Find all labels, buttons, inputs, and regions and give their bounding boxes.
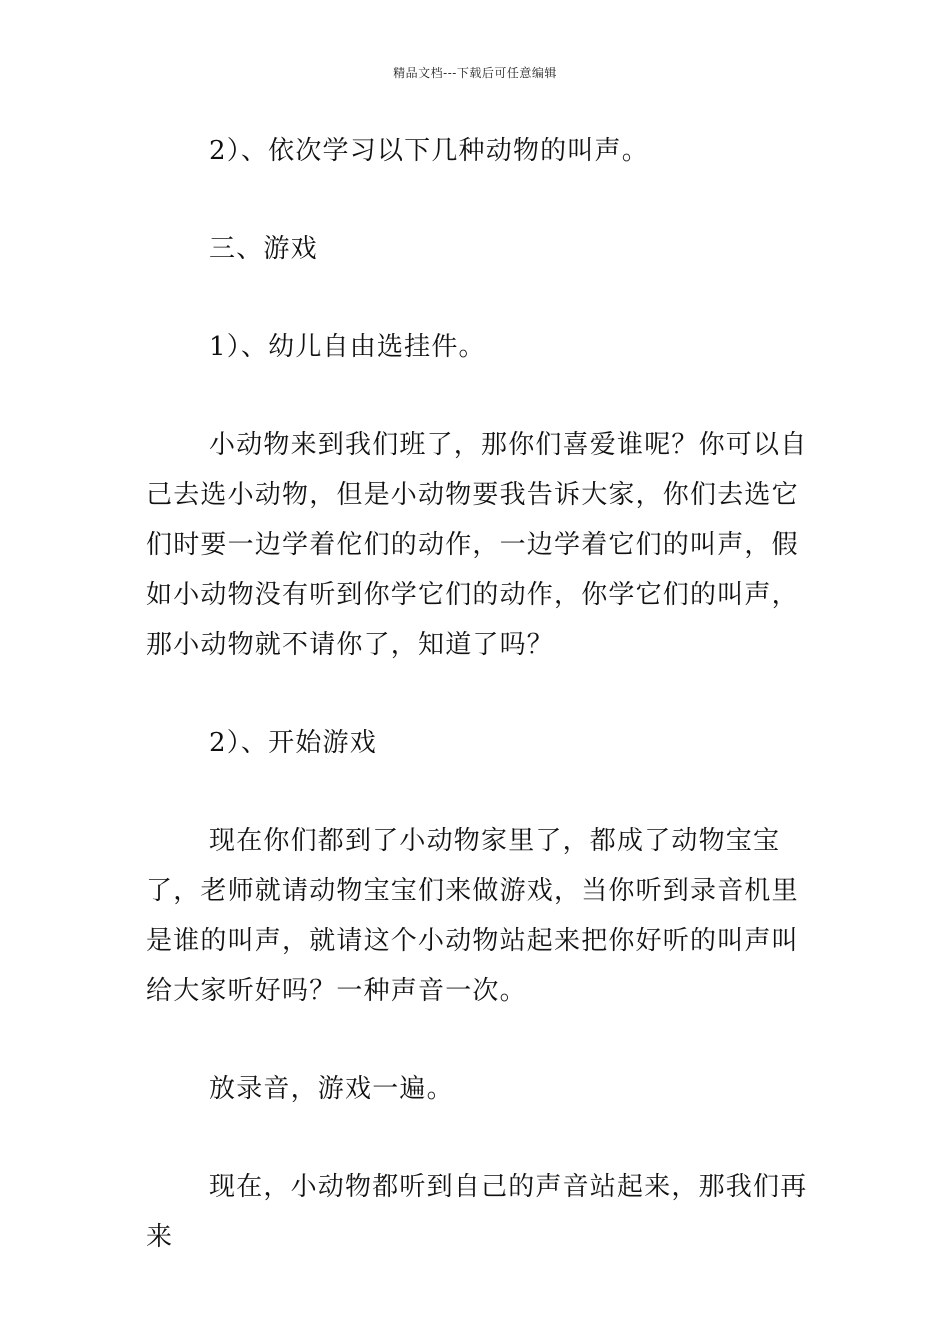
paragraph-animals-intro: 小动物来到我们班了，那你们喜爱谁呢？你可以自己去选小动物，但是小动物要我告诉大家，你们去选它们时要一边学着佗们的动作，一边学着它们的叫声，假如小动物没有听到你学它们的动作，你学它们的叫声，那小动物就不请你了，知道了吗？	[146, 430, 808, 660]
document-body	[146, 126, 810, 1262]
paragraph-choose-pendant: 1）、幼儿自由选挂件。	[209, 332, 486, 362]
page-header: 精品文档---下载后可任意编辑	[393, 66, 557, 80]
paragraph-continue: 现在，小动物都听到自己的声音站起来，那我们再来	[146, 1172, 808, 1252]
paragraph-game-instructions: 现在你们都到了小动物家里了，都成了动物宝宝了，老师就请动物宝宝们来做游戏，当你听到录音机里是谁的叫声，就请这个小动物站起来把你好听的叫声叫给大家听好吗？一种声音一次。	[146, 826, 799, 1006]
paragraph-learn-sounds: 2）、依次学习以下几种动物的叫声。	[209, 136, 649, 166]
paragraph-start-game: 2）、开始游戏	[209, 728, 377, 758]
section-heading-game: 三、游戏	[209, 234, 318, 264]
paragraph-play-recording: 放录音，游戏一遍。	[209, 1074, 454, 1104]
